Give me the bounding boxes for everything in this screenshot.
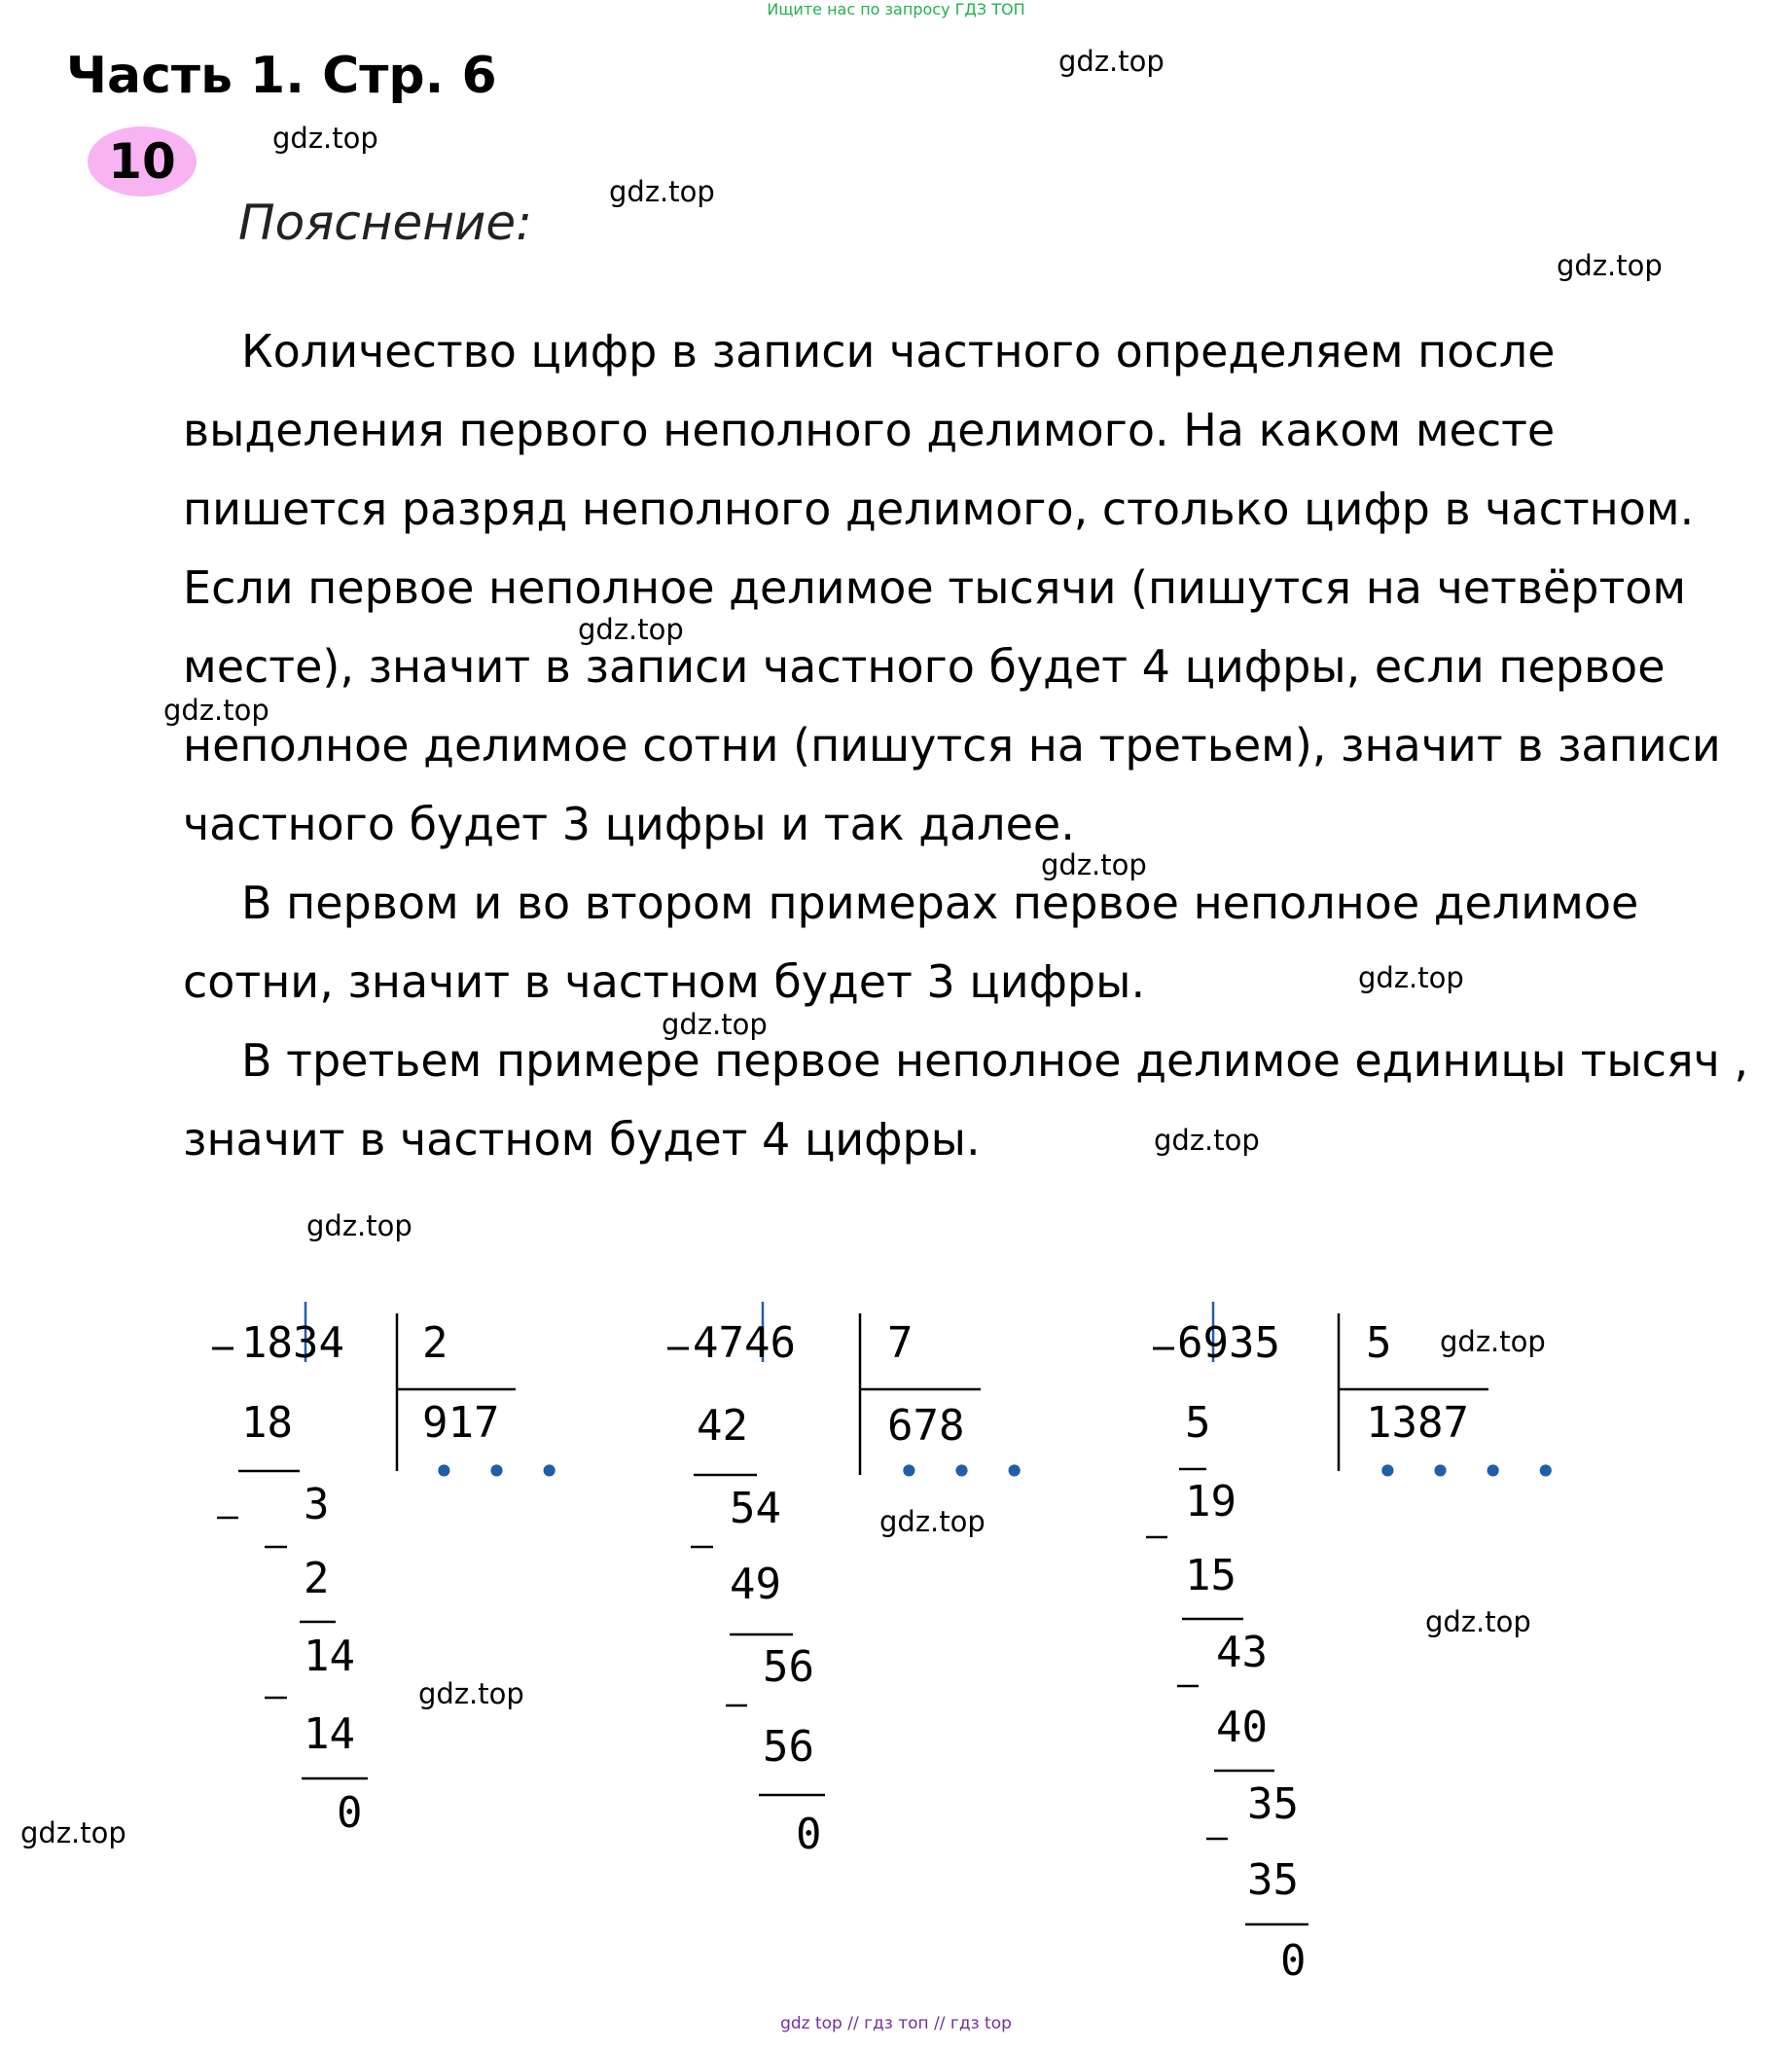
- division-step: 15: [1185, 1551, 1236, 1600]
- page-title: Часть 1. Стр. 6: [66, 47, 497, 105]
- paragraph-line: неполное делимое сотни (пишутся на третьем), значит в записи: [183, 719, 1721, 772]
- division-step: 35: [1247, 1855, 1299, 1905]
- division-step: 18: [241, 1398, 293, 1448]
- division-step: 35: [1247, 1779, 1299, 1829]
- paragraph-line: пишется разряд неполного делимого, столько цифр в частном.: [183, 483, 1695, 535]
- division-step: 54: [730, 1484, 781, 1533]
- watermark: gdz.top: [879, 1505, 986, 1538]
- top-banner: Ищите нас по запросу ГДЗ ТОП: [767, 0, 1025, 18]
- division-step: 0: [796, 1810, 822, 1859]
- watermark: gdz.top: [578, 613, 684, 646]
- division-step: 19: [1185, 1477, 1236, 1526]
- paragraph-line: сотни, значит в частном будет 3 цифры.: [183, 955, 1146, 1008]
- division-step: 0: [1280, 1936, 1307, 1986]
- division-step: 56: [763, 1722, 814, 1772]
- paragraph-line: выделения первого неполного делимого. На каком месте: [183, 404, 1556, 456]
- watermark: gdz.top: [1425, 1605, 1531, 1638]
- watermark: gdz.top: [163, 694, 269, 727]
- division-step: 5: [1185, 1398, 1211, 1448]
- watermark: gdz.top: [20, 1816, 126, 1849]
- task-number-badge: [88, 126, 197, 197]
- division-step: 14: [304, 1709, 355, 1759]
- division-step: 42: [697, 1401, 748, 1451]
- quotient: 1387: [1366, 1398, 1469, 1448]
- quotient-digit-dots: • • • •: [1376, 1448, 1566, 1495]
- paragraph-line: месте), значит в записи частного будет 4 цифры, если первое: [183, 640, 1666, 693]
- division-step: 49: [730, 1560, 781, 1609]
- quotient: 678: [887, 1401, 965, 1451]
- paragraph-line: значит в частном будет 4 цифры.: [183, 1113, 981, 1166]
- paragraph-line: Если первое неполное делимое тысячи (пишутся на четвёртом: [183, 561, 1687, 614]
- division-step: 3: [304, 1480, 330, 1529]
- watermark: gdz.top: [1058, 45, 1165, 78]
- watermark: gdz.top: [1358, 961, 1464, 994]
- division-step: 2: [304, 1554, 330, 1603]
- watermark: gdz.top: [1154, 1124, 1260, 1157]
- explanation-label: Пояснение:: [238, 195, 533, 251]
- task-number: 10: [108, 133, 176, 190]
- paragraph-line: Количество цифр в записи частного определяем после: [241, 325, 1556, 377]
- watermark: gdz.top: [306, 1209, 412, 1242]
- division-step: 43: [1216, 1628, 1268, 1677]
- dividend: 6935: [1177, 1318, 1280, 1368]
- watermark: gdz.top: [1557, 249, 1663, 282]
- watermark: gdz.top: [272, 122, 378, 155]
- bottom-banner: gdz top // гдз топ // гдз top: [780, 2014, 1012, 2033]
- paragraph-line: частного будет 3 цифры и так далее.: [183, 798, 1075, 850]
- watermark: gdz.top: [1041, 848, 1147, 881]
- quotient: 917: [422, 1398, 500, 1448]
- paragraph-line: В третьем примере первое неполное делимое единицы тысяч ,: [241, 1034, 1749, 1087]
- division-step: 14: [304, 1632, 355, 1681]
- divisor: 5: [1366, 1318, 1392, 1368]
- watermark: gdz.top: [418, 1677, 524, 1710]
- divisor: 7: [887, 1318, 914, 1368]
- divisor: 2: [422, 1318, 448, 1368]
- dividend: 4746: [693, 1318, 796, 1368]
- division-step: 0: [337, 1788, 363, 1838]
- watermark: gdz.top: [662, 1008, 768, 1041]
- division-step: 40: [1216, 1703, 1268, 1752]
- quotient-digit-dots: • • •: [432, 1448, 570, 1495]
- dividend: 1834: [241, 1318, 344, 1368]
- division-step: 56: [763, 1642, 814, 1692]
- paragraph-line: В первом и во втором примерах первое неполное делимое: [241, 877, 1639, 929]
- watermark: gdz.top: [1440, 1325, 1546, 1358]
- watermark: gdz.top: [609, 175, 715, 208]
- quotient-digit-dots: • • •: [897, 1448, 1035, 1495]
